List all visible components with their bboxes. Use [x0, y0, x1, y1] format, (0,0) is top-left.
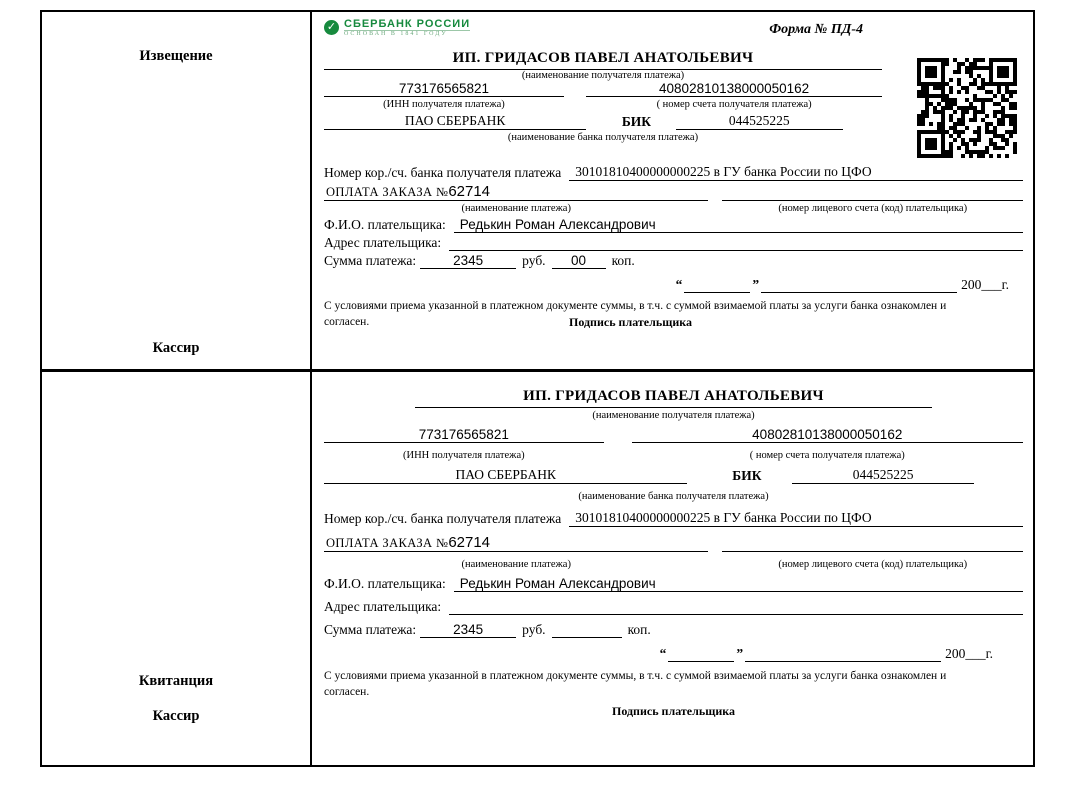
- sberbank-logo-text: СБЕРБАНК РОССИИ: [344, 18, 471, 30]
- receipt-section: [42, 372, 1033, 765]
- payer-name-value: Редькин Роман Александрович: [454, 217, 1023, 233]
- receipt-label: Квитанция: [138, 673, 214, 689]
- payee-name: ИП. ГРИДАСОВ ПАВЕЛ АНАТОЛЬЕВИЧ: [324, 50, 882, 70]
- corr-account-label: Номер кор./сч. банка получателя платежа: [324, 511, 562, 526]
- order-number: 62714: [448, 183, 491, 200]
- corr-account-label: Номер кор./сч. банка получателя платежа: [324, 165, 562, 180]
- date-year-label: 200___г.: [961, 277, 1009, 292]
- notice-section: [42, 12, 1033, 372]
- date-open-quote: “: [659, 646, 667, 661]
- notice-main: [312, 12, 1033, 369]
- payer-name-label: Ф.И.О. плательщика:: [324, 217, 446, 232]
- payment-name-value: [324, 534, 708, 552]
- date-day-blank: [684, 279, 750, 293]
- payee-name-caption: (наименование получателя платежа): [592, 410, 755, 421]
- bik-label: БИК: [732, 468, 762, 483]
- payer-name-label: Ф.И.О. плательщика:: [324, 576, 446, 591]
- terms-text: С условиями приема указанной в платежном документе суммы, в т.ч. с суммой взимаемой платы за услуги банка ознакомлен и согласен.: [324, 670, 947, 698]
- payment-name-caption: (наименование платежа): [461, 203, 571, 214]
- receipt-main: [312, 372, 1033, 765]
- corr-account-value: 30101810400000000225 в ГУ банка России по ЦФО: [569, 510, 1023, 527]
- payee-name-caption: (наименование получателя платежа): [521, 70, 685, 81]
- date-open-quote: “: [675, 277, 683, 292]
- payment-name-prefix: ОПЛАТА ЗАКАЗА №: [326, 185, 449, 199]
- inn-caption: (ИНН получателя платежа): [402, 450, 525, 461]
- date-close-quote: ”: [752, 277, 760, 292]
- bank-name-caption: (наименование банка получателя платежа): [507, 132, 699, 143]
- form-number: Форма № ПД-4: [769, 22, 863, 37]
- account-value: 40802810138000050162: [586, 81, 882, 97]
- sum-kop-value: [552, 624, 622, 638]
- date-month-blank: [761, 279, 957, 293]
- kop-label: коп.: [627, 622, 651, 637]
- account-value: 40802810138000050162: [632, 427, 1023, 443]
- sberbank-logo: [324, 16, 470, 37]
- inn-value: 773176565821: [324, 427, 604, 443]
- bik-value: 044525225: [676, 113, 843, 130]
- payer-name-value: Редькин Роман Александрович: [454, 576, 1023, 592]
- order-number: 62714: [448, 534, 491, 551]
- sum-rub-value: 2345: [420, 253, 516, 269]
- bik-value: 044525225: [792, 467, 974, 484]
- payer-address-label: Адрес плательщика:: [324, 599, 442, 614]
- date-close-quote: ”: [736, 646, 744, 661]
- sberbank-check-icon: ✓: [324, 20, 339, 35]
- corr-account-value: 30101810400000000225 в ГУ банка России по ЦФО: [569, 164, 1023, 181]
- terms-text: С условиями приема указанной в платежном документе суммы, в т.ч. с суммой взимаемой платы за услуги банка ознакомлен и согласен.: [324, 300, 947, 328]
- rub-label: руб.: [522, 253, 546, 268]
- payment-name-value: [324, 183, 708, 201]
- sum-kop-value: 00: [552, 253, 606, 269]
- account-caption: ( номер счета получателя платежа): [656, 99, 812, 110]
- signature-label: Подпись плательщика: [569, 315, 692, 330]
- personal-account-blank: [722, 538, 1023, 552]
- notice-stub: [42, 12, 312, 369]
- payment-name-caption: (наименование платежа): [461, 559, 571, 570]
- personal-account-caption: (номер лицевого счета (код) плательщика): [778, 203, 968, 214]
- date-month-blank: [745, 648, 941, 662]
- payer-address-label: Адрес плательщика:: [324, 235, 442, 250]
- payee-name: ИП. ГРИДАСОВ ПАВЕЛ АНАТОЛЬЕВИЧ: [415, 388, 932, 408]
- personal-account-blank: [722, 187, 1023, 201]
- receipt-stub: [42, 372, 312, 765]
- personal-account-caption: (номер лицевого счета (код) плательщика): [778, 559, 968, 570]
- rub-label: руб.: [522, 622, 546, 637]
- kop-label: коп.: [611, 253, 635, 268]
- signature-label: Подпись плательщика: [612, 704, 735, 719]
- payment-form-pd4: [40, 10, 1035, 767]
- notice-label: Извещение: [139, 48, 213, 64]
- date-year-label: 200___г.: [945, 646, 993, 661]
- sum-rub-value: 2345: [420, 622, 516, 638]
- inn-value: 773176565821: [324, 81, 564, 97]
- date-day-blank: [668, 648, 734, 662]
- payer-address-value: [449, 237, 1023, 251]
- cashier-label: Кассир: [152, 708, 200, 724]
- bik-label: БИК: [621, 114, 652, 129]
- bank-name-value: ПАО СБЕРБАНК: [324, 467, 687, 484]
- payer-address-value: [449, 601, 1023, 615]
- payment-sum-label: Сумма платежа:: [324, 253, 417, 268]
- account-caption: ( номер счета получателя платежа): [749, 450, 905, 461]
- bank-name-caption: (наименование банка получателя платежа): [578, 491, 769, 502]
- bank-name-value: ПАО СБЕРБАНК: [324, 113, 586, 130]
- qr-code: [917, 58, 1017, 158]
- payment-name-prefix: ОПЛАТА ЗАКАЗА №: [326, 536, 449, 550]
- payment-sum-label: Сумма платежа:: [324, 622, 417, 637]
- sberbank-logo-tagline: ОСНОВАН В 1841 ГОДУ: [344, 30, 470, 37]
- inn-caption: (ИНН получателя платежа): [383, 99, 505, 110]
- cashier-label: Кассир: [152, 340, 200, 356]
